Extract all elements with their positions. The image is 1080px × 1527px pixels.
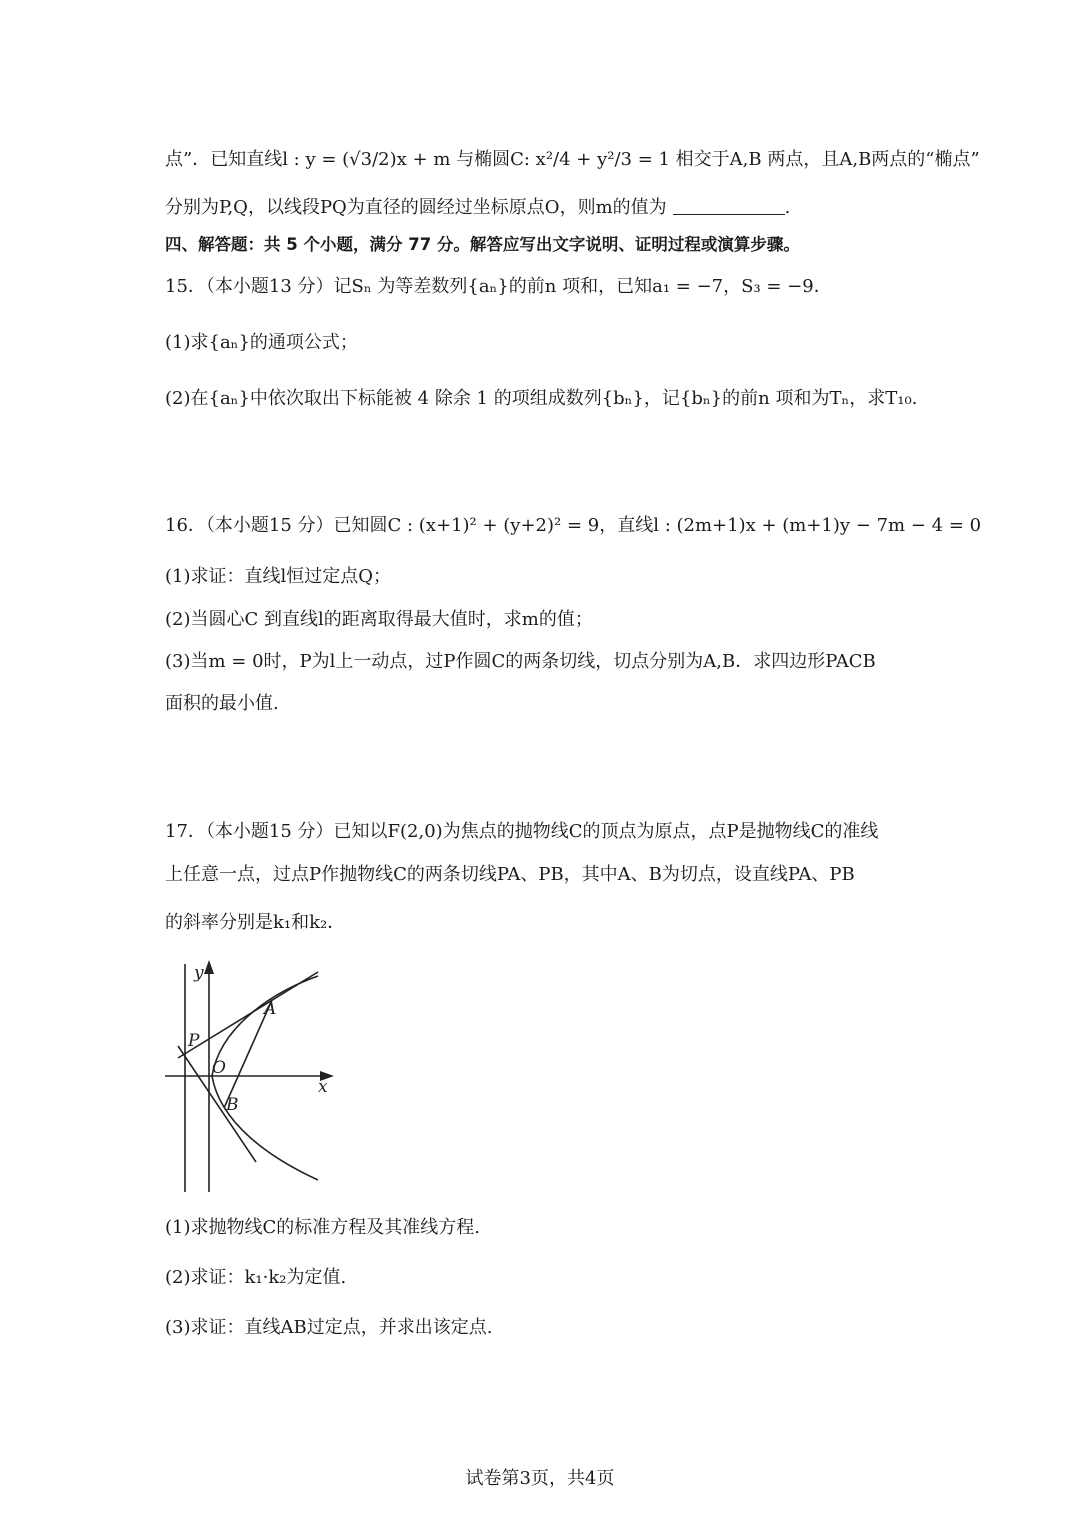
q17-stem-c: 的斜率分别是k₁和k₂． [165, 912, 346, 933]
label-b: B [226, 1095, 239, 1115]
label-y: y [194, 963, 204, 983]
q17-stem-b: 上任意一点，过点P作抛物线C的两条切线PA、PB，其中A、B为切点，设直线PA、PB [165, 864, 855, 885]
q17-part-2: (2)求证：k₁·k₂为定值. [165, 1267, 347, 1288]
page-footer: 试卷第3页，共4页 [465, 1468, 615, 1489]
intro-line-2-end: . [784, 197, 791, 218]
intro-line-1: 点”．已知直线l : y = (√3/2)x + m 与椭圆C: x²/4 + y²/3 = 1 相交于A,B 两点，且A,B两点的“椭点” [165, 149, 980, 170]
q17-stem-a: 17．（本小题15 分）已知以F(2,0)为焦点的抛物线C的顶点为原点，点P是抛物线C的准线 [165, 821, 879, 842]
label-a: A [264, 999, 277, 1019]
q16-part-1: (1)求证：直线l恒过定点Q； [165, 566, 392, 587]
q15-part-1: (1)求{aₙ}的通项公式； [165, 332, 358, 353]
q17-part-1: (1)求抛物线C的标准方程及其准线方程. [165, 1217, 480, 1238]
label-o: O [212, 1058, 226, 1078]
label-x: x [318, 1077, 328, 1097]
q15-part-2: (2)在{aₙ}中依次取出下标能被 4 除余 1 的项组成数列{bₙ}，记{bₙ}的前n 项和为Tₙ，求T₁₀. [165, 388, 918, 409]
q15-stem: 15．（本小题13 分）记Sₙ 为等差数列{aₙ}的前n 项和，已知a₁ = −7，S₃ = −9． [165, 276, 832, 297]
q16-part-2: (2)当圆心C 到直线l的距离取得最大值时，求m的值； [165, 609, 593, 630]
answer-blank[interactable] [673, 196, 785, 215]
intro-line-2-text: 分别为P,Q，以线段PQ为直径的圆经过坐标原点O，则m的值为 [165, 197, 667, 218]
y-axis-arrow [204, 960, 214, 974]
q16-part-3a: (3)当m = 0时，P为l上一动点，过P作圆C的两条切线，切点分别为A,B．求四边形PACB [165, 651, 876, 672]
label-p: P [188, 1031, 200, 1051]
section-heading: 四、解答题：共 5 个小题，满分 77 分。解答应写出文字说明、证明过程或演算步骤。 [165, 235, 800, 254]
intro-line-2 [165, 196, 920, 220]
q17-part-3: (3)求证：直线AB过定点，并求出该定点. [165, 1317, 493, 1338]
q16-part-3b: 面积的最小值. [165, 693, 279, 714]
q16-stem: 16．（本小题15 分）已知圆C : (x+1)² + (y+2)² = 9，直线l : (2m+1)x + (m+1)y − 7m − 4 = 0 [165, 515, 982, 536]
parabola-figure [160, 958, 340, 1198]
